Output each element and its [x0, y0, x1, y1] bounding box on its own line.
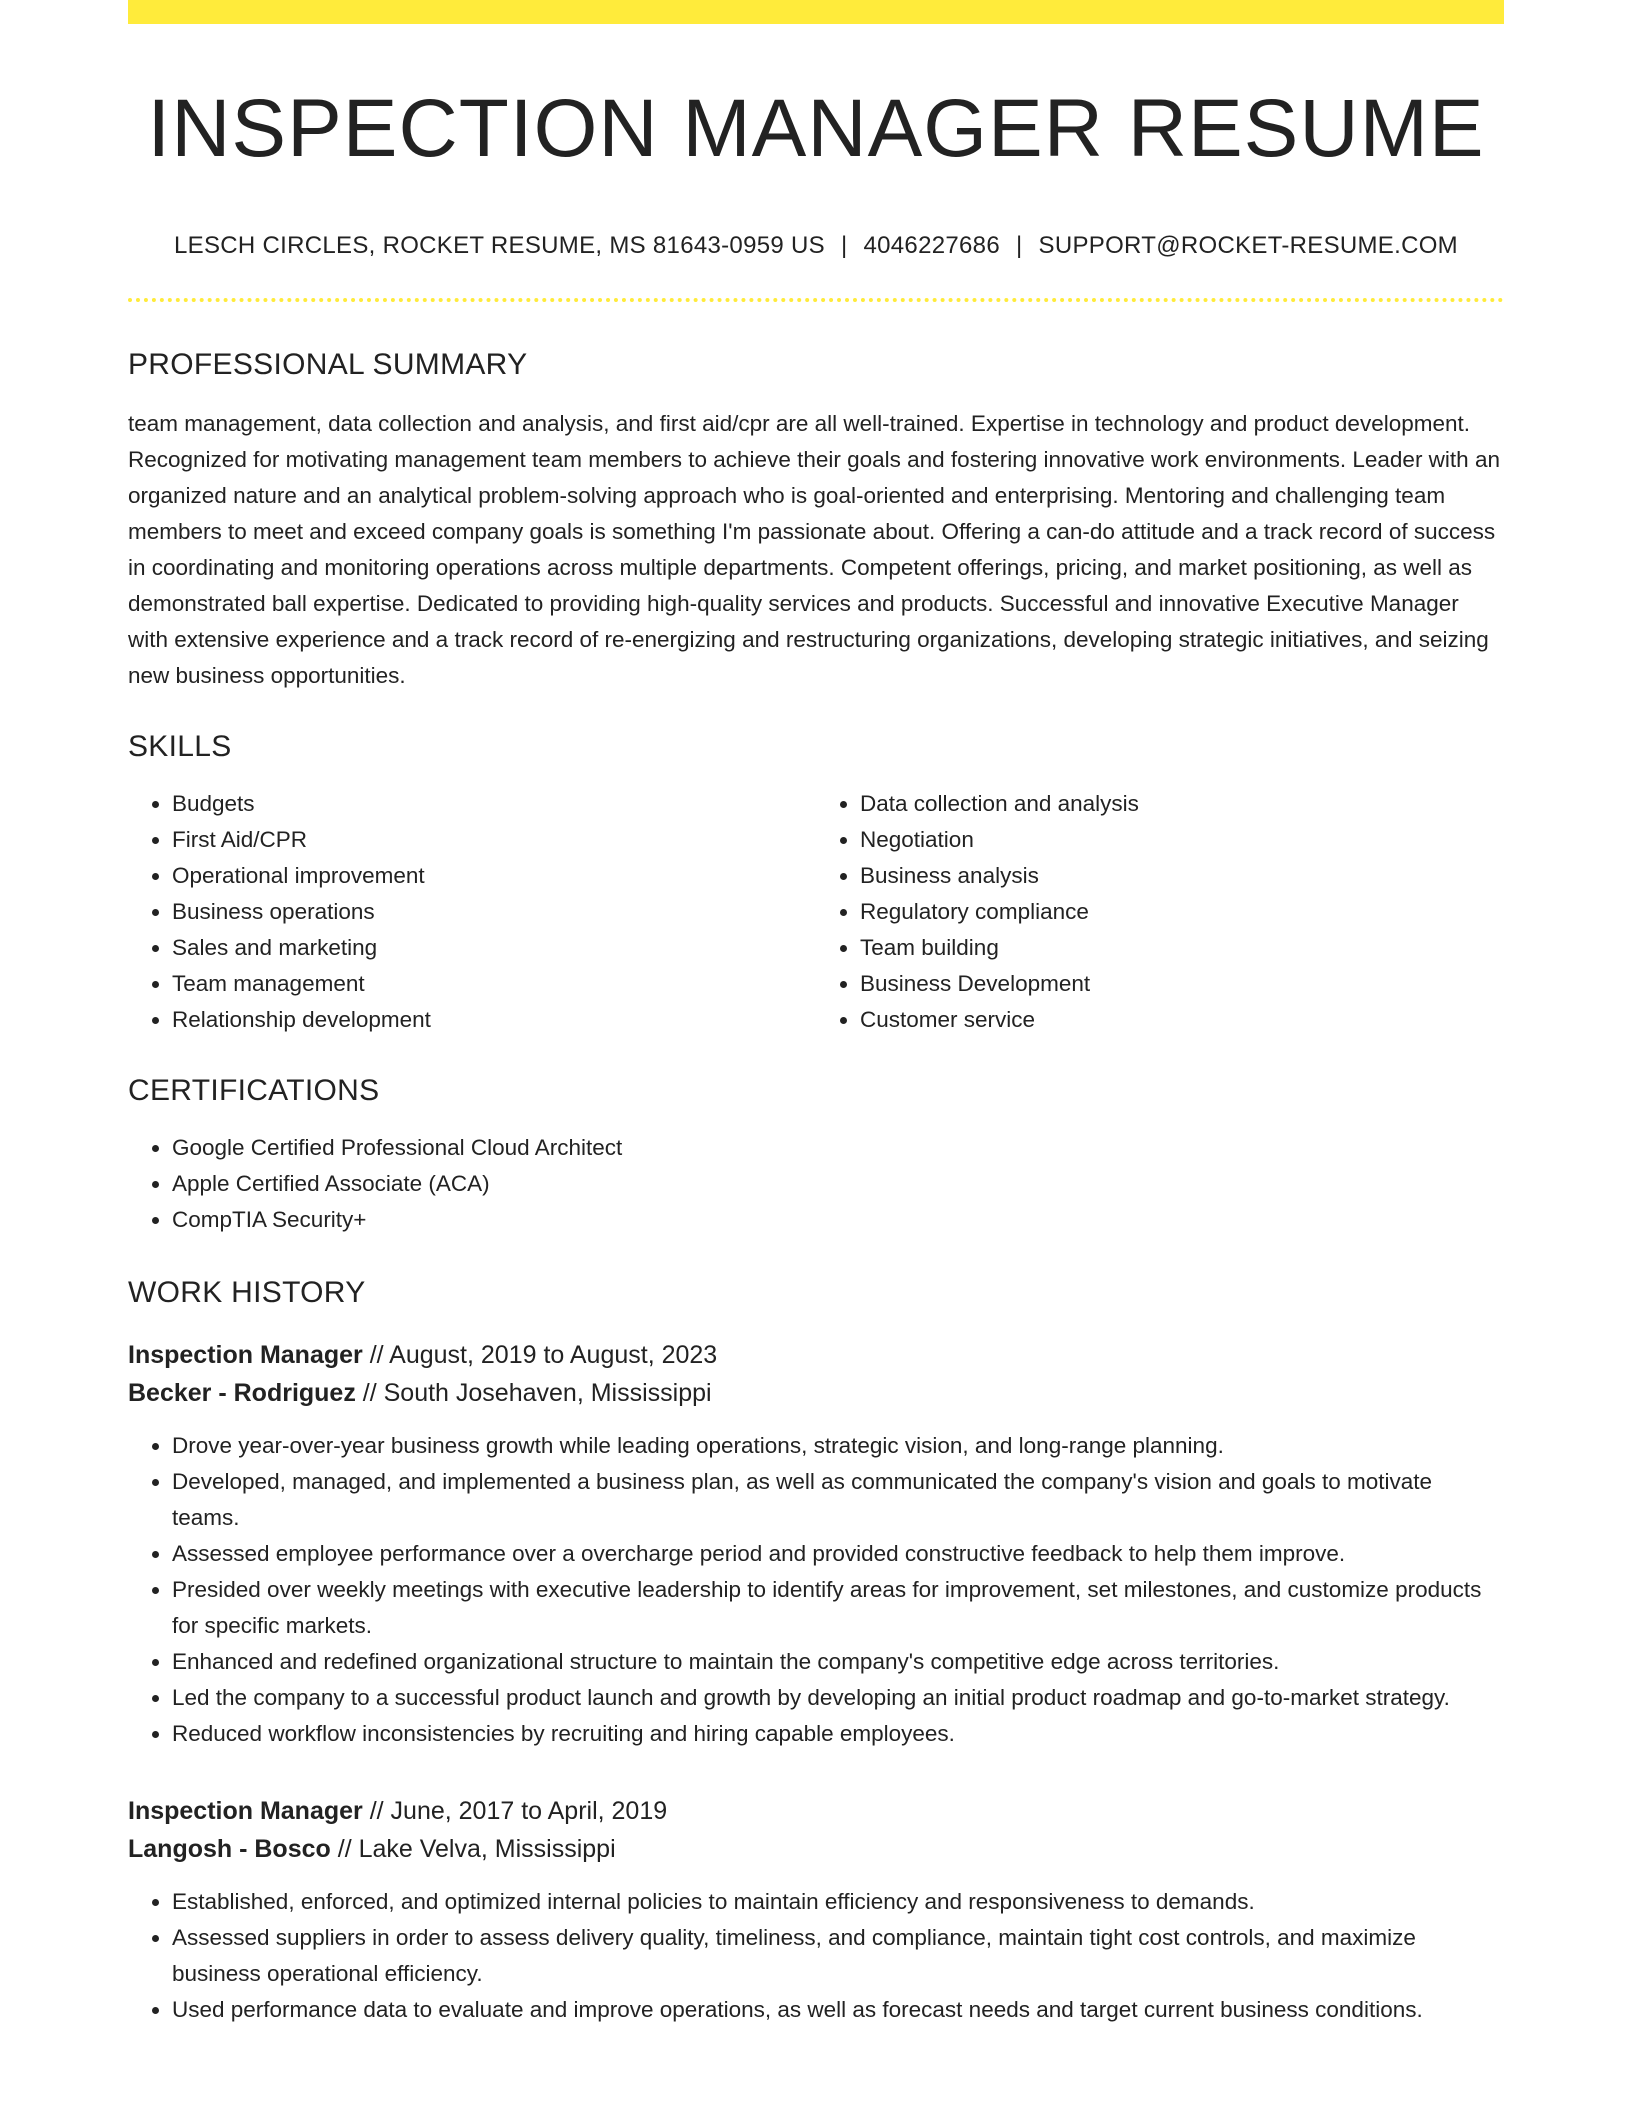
job-title-line	[128, 1792, 1504, 1830]
contact-email: SUPPORT@ROCKET-RESUME.COM	[1038, 232, 1458, 260]
contact-phone: 4046227686	[863, 232, 1000, 260]
job-bullets	[128, 1428, 1504, 1752]
skill-item: • First Aid/CPR	[172, 822, 816, 858]
job-dates: // August, 2019 to August, 2023	[362, 1341, 718, 1370]
skill-item: • Regulatory compliance	[860, 894, 1504, 930]
job-company-line	[128, 1830, 1504, 1868]
work-history-heading: WORK HISTORY	[128, 1276, 366, 1310]
job-bullet: • Assessed employee performance over a overcharge period and provided constructive feedback to help them improve.	[172, 1536, 1504, 1572]
skill-item: • Business analysis	[860, 858, 1504, 894]
skills-list-right	[816, 786, 1504, 1038]
certification-item: • Google Certified Professional Cloud Architect	[172, 1130, 1504, 1166]
certification-item: • Apple Certified Associate (ACA)	[172, 1166, 1504, 1202]
job-bullet: • Assessed suppliers in order to assess delivery quality, timeliness, and compliance, maintain tight cost controls, and maximize business operational efficiency.	[172, 1920, 1504, 1992]
skill-item: • Data collection and analysis	[860, 786, 1504, 822]
contact-line	[128, 232, 1504, 260]
certifications-heading: CERTIFICATIONS	[128, 1074, 380, 1108]
job-role: Inspection Manager	[128, 1341, 363, 1370]
skill-item: • Business Development	[860, 966, 1504, 1002]
skill-item: • Operational improvement	[172, 858, 816, 894]
job-bullet: • Drove year-over-year business growth while leading operations, strategic vision, and long-range planning.	[172, 1428, 1504, 1464]
contact-separator: |	[840, 232, 848, 260]
job-bullets	[128, 1884, 1504, 2028]
resume-title: INSPECTION MANAGER RESUME	[147, 83, 1485, 174]
job-company-line	[128, 1374, 1504, 1412]
resume-page	[128, 0, 1504, 2028]
job-entry	[128, 1336, 1504, 1752]
certifications-list	[128, 1130, 1504, 1238]
certification-item: • CompTIA Security+	[172, 1202, 1504, 1238]
skill-item: • Customer service	[860, 1002, 1504, 1038]
job-bullet: • Established, enforced, and optimized internal policies to maintain efficiency and responsiveness to demands.	[172, 1884, 1504, 1920]
skill-item: • Business operations	[172, 894, 816, 930]
summary-heading: PROFESSIONAL SUMMARY	[128, 348, 528, 382]
job-company: Langosh - Bosco	[128, 1835, 331, 1864]
job-title-line	[128, 1336, 1504, 1374]
skill-item: • Negotiation	[860, 822, 1504, 858]
job-bullet: • Used performance data to evaluate and improve operations, as well as forecast needs and target current business conditions.	[172, 1992, 1504, 2028]
skills-grid	[128, 786, 1504, 1038]
top-accent-bar	[128, 0, 1504, 24]
skills-heading: SKILLS	[128, 730, 232, 764]
skills-list-left	[128, 786, 816, 1038]
skill-item: • Team management	[172, 966, 816, 1002]
dotted-divider	[128, 298, 1504, 302]
job-dates: // June, 2017 to April, 2019	[362, 1797, 668, 1826]
skill-item: • Team building	[860, 930, 1504, 966]
skill-item: • Budgets	[172, 786, 816, 822]
job-location: // South Josehaven, Mississippi	[355, 1379, 712, 1408]
job-role: Inspection Manager	[128, 1797, 363, 1826]
job-bullet: • Developed, managed, and implemented a business plan, as well as communicated the company's vision and goals to motivate teams.	[172, 1464, 1504, 1536]
job-bullet: • Reduced workflow inconsistencies by recruiting and hiring capable employees.	[172, 1716, 1504, 1752]
job-bullet: • Presided over weekly meetings with executive leadership to identify areas for improvement, set milestones, and customize products for specific markets.	[172, 1572, 1504, 1644]
contact-separator: |	[1015, 232, 1023, 260]
job-company: Becker - Rodriguez	[128, 1379, 356, 1408]
contact-address: LESCH CIRCLES, ROCKET RESUME, MS 81643-0959 US	[174, 232, 825, 260]
job-location: // Lake Velva, Mississippi	[330, 1835, 616, 1864]
job-entry	[128, 1792, 1504, 2028]
summary-text: team management, data collection and analysis, and first aid/cpr are all well-trained. Expertise in technology and product development. Recognized for motivating management team members to achieve their goals and fostering innovative work environments. Leader with an organized nature and an analytical problem-solving approach who is goal-oriented and enterprising. Mentoring and challenging team members to meet and exceed company goals is something I'm passionate about. Offering a can-do attitude and a track record of success in coordinating and monitoring operations across multiple departments. Competent offerings, pricing, and market positioning, as well as demonstrated ball expertise. Dedicated to providing high-quality services and products. Successful and innovative Executive Manager with extensive experience and a track record of re-energizing and restructuring organizations, developing strategic initiatives, and seizing new business opportunities.	[128, 411, 1500, 689]
skill-item: • Sales and marketing	[172, 930, 816, 966]
job-bullet: • Led the company to a successful product launch and growth by developing an initial product roadmap and go-to-market strategy.	[172, 1680, 1504, 1716]
job-bullet: • Enhanced and redefined organizational structure to maintain the company's competitive edge across territories.	[172, 1644, 1504, 1680]
skill-item: • Relationship development	[172, 1002, 816, 1038]
